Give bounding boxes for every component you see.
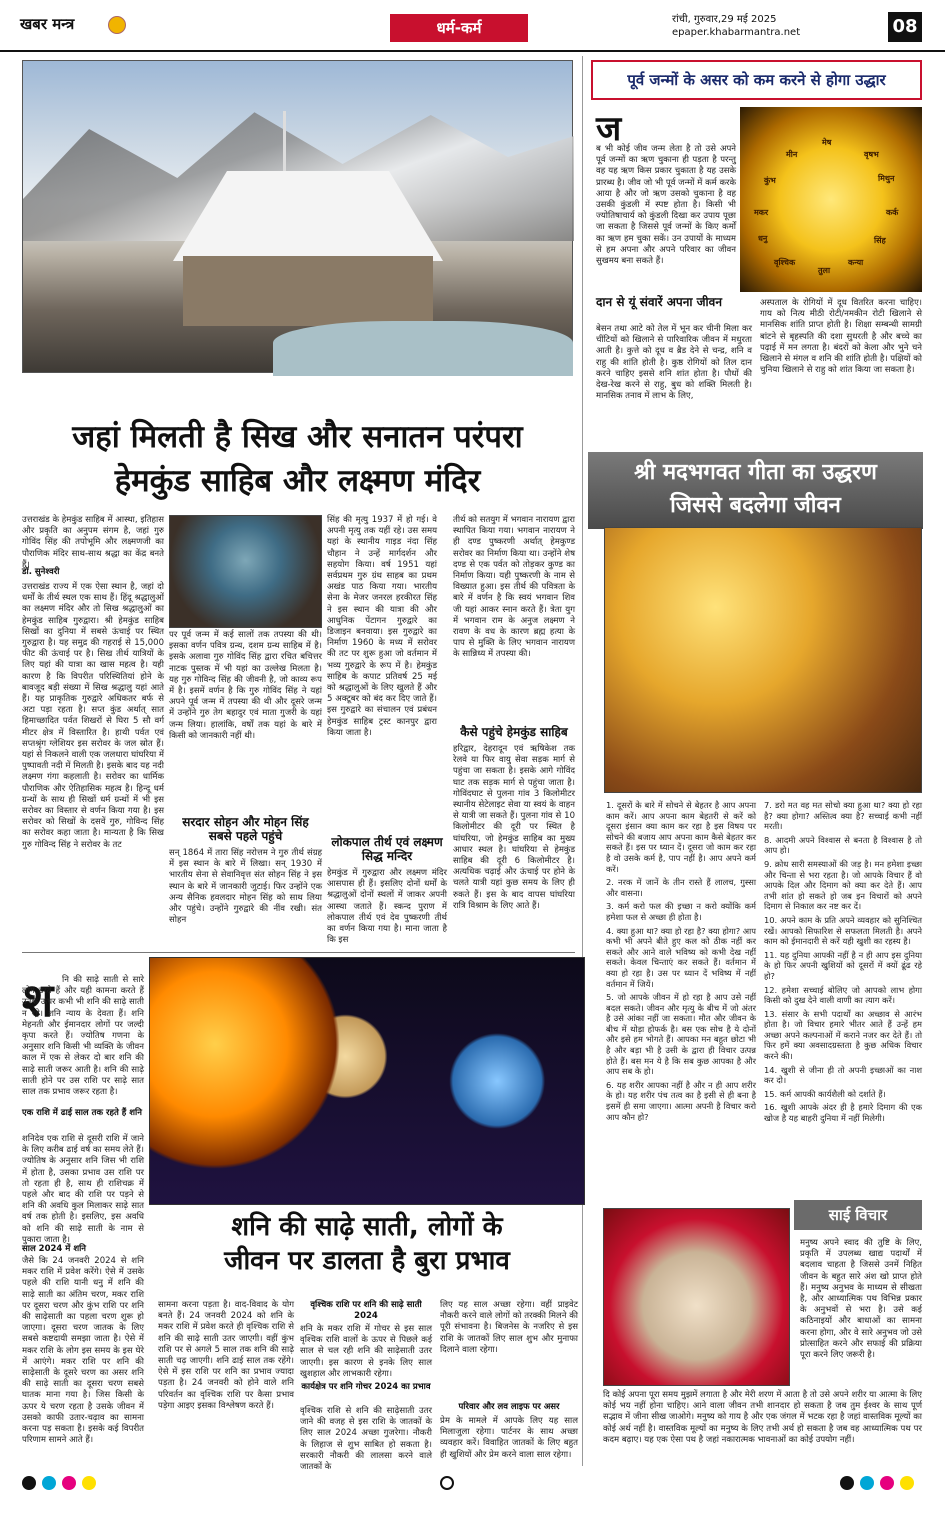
- krishna-arjun-illustration: [604, 527, 922, 793]
- zodiac-label: मिथुन: [878, 174, 895, 183]
- purva-janm-initial: ज: [596, 109, 622, 149]
- registration-dot: [860, 1476, 874, 1490]
- registration-dot: [900, 1476, 914, 1490]
- sai-baba-photo: [603, 1208, 790, 1386]
- geeta-quote: 14. खुशी से जीना ही तो अपनी इच्छाओं का नाश कर दो।: [764, 1064, 922, 1086]
- shani-sub3: वृश्चिक राशि पर शनि की साढ़े साती 2024: [310, 1300, 422, 1321]
- geeta-quote: 9. क्रोध सारी समस्याओं की जड़ है। मन हमेशा इच्छा और चिन्ता से भरा रहता है। जो आपके विचार हैं वो आपके दिल और दिमाग को क्या कर देते हैं। आप तभी शांत हो सकते हो जब इन विचारों को अपने दिमाग से निकाल कर नष्ट कर दें।: [764, 858, 922, 912]
- purva-janm-sub: दान से यूं संवारें अपना जीवन: [596, 295, 722, 309]
- sai-vichar-banner: साई विचार: [794, 1200, 922, 1230]
- shani-sub4: कार्यक्षेत्र पर शनि गोचर 2024 का प्रभाव: [301, 1382, 431, 1392]
- registration-dot: [22, 1476, 36, 1490]
- zodiac-label: मीन: [786, 150, 798, 159]
- footer-registration-marks: [0, 1470, 945, 1500]
- shani-headline-line1: शनि की साढ़े साती, लोगों के: [231, 1212, 503, 1242]
- section-divider: [22, 952, 575, 953]
- zodiac-label: वृषभ: [864, 150, 879, 159]
- geeta-quote: 16. खुशी आपके अंदर ही है हमारे दिमाग की एक खोज है यह बाहरी दुनिया में नहीं मिलेगी।: [764, 1102, 922, 1124]
- brand-logo-icon: [108, 16, 126, 34]
- shani-initial: श: [22, 973, 54, 1027]
- zodiac-label: मकर: [754, 208, 769, 217]
- crosshair-icon: [440, 1476, 454, 1490]
- shani-col3b: वृश्चिक राशि से शनि की साढ़ेसाती उतर जाने की वजह से इस राशि के जातकों के लिए साल 2024 अच्छा गुजरेगा। नौकरी के लिहाज से शुभ साबित हो सकता है। सरकारी नौकरी की लालसा करने वाले जातकों के: [300, 1406, 432, 1473]
- geeta-quote: 4. क्या हुआ था? क्या हो रहा है? क्या होगा? आप कभी भी अपने बीते हुए कल को ठीक नहीं कर सकते और आने वाले भविष्य को कभी देख नहीं सकते। केवल चिन्ताएं कर सकते हैं। वर्तमान में क्या हो रहा है। उस पर ध्यान दें भविष्य में नहीं वर्तमान में जियें।: [606, 925, 756, 989]
- registration-dot: [840, 1476, 854, 1490]
- hemkund-col2b: सन् 1864 में तारा सिंह नरोत्तम ने गुरु तीर्थ संग्रह में इस स्थान के बारे में लिखा। सन् 1930 में भारतीय सेना से सेवानिवृत्त संत सोहन सिंह ने इस स्थान के बारे में जानकारी जुटाई। फिर उन्होंने एक अन्य सैनिक हवलदार मोहन सिंह को साथ लिया और पहुंचे। उन्होंने गुरुद्वारे की नींव रखी। संत सोहन: [169, 848, 322, 926]
- masthead: [0, 0, 945, 52]
- page-number: 08: [888, 12, 922, 42]
- registration-dot: [62, 1476, 76, 1490]
- site-link[interactable]: epaper.khabarmantra.net: [672, 27, 801, 38]
- geeta-title-line2: जिससे बदलेगा जीवन: [670, 493, 841, 518]
- purva-janm-title: पूर्व जन्मों के असर को कम करने से होगा उद्धार: [591, 60, 922, 100]
- registration-dot: [880, 1476, 894, 1490]
- shani-sub5: परिवार और लव लाइफ पर असर: [458, 1402, 560, 1412]
- zodiac-label: कुंभ: [764, 176, 776, 185]
- geeta-quote: 13. संसार के सभी पदार्थों का अच्छाव से आरंभ होता है। जो विचार हमारे भीतर आते हैं उन्हें हम अच्छा अपने कल्पनाओं में कराने नजर कर देते हैं। तो फिर हमें क्या अवसादग्रस्तता है कुछ अधिक विचार करने की।: [764, 1008, 922, 1062]
- shani-col1: नि की साढ़े साती से सारे लोग डरते हैं और यही कामना करते हैं उनके ऊपर कभी भी शनि की साढ़े साती न रहे। शनि न्याय के देवता हैं। शनि मेहनती और ईमानदार लोगों पर जल्दी कृपा करते हैं। ज्योतिष गणना के अनुसार शनि किसी भी व्यक्ति के जीवन काल में एक से लेकर दो बार शनि की साढ़े साती जरूर आती है। शनि की साढ़े साती होने पर उस राशि पर साढ़े सात साल तक प्रभाव जरूर रहता है।: [22, 975, 144, 1098]
- hemkund-sub-sohan: सरदार सोहन और मोहन सिंह सबसे पहले पहुंचे: [182, 815, 309, 843]
- geeta-title: [588, 452, 923, 529]
- shani-col4: लिए यह साल अच्छा रहेगा। वहीं प्राइवेट नौकरी करने वाले लोगों को तरक्की मिलने की पूरी संभावना है। बिजनेस के नजरिए से इस राशि के जातकों लिए साल शुभ और मुनाफा दिलाने वाला रहेगा।: [440, 1300, 578, 1355]
- shani-sub2: साल 2024 में शनि: [22, 1244, 87, 1254]
- hemkund-col3b: हेमकुंड में गुरुद्वारा और लक्ष्मण मंदिर आसपास ही हैं। इसलिए दोनों धर्मों के श्रद्धालुओं दोनों स्थलों में जाकर अपनी आस्था जताते हैं। स्कन्द पुराण में लोकपाल तीर्थ एवं देव पुष्करणी तीर्थ का वर्णन किया गया है। माना जाता है कि इस: [327, 868, 447, 946]
- hemkund-sub-reach: कैसे पहुंचे हेमकुंड साहिब: [460, 725, 568, 739]
- naga-idol-photo: [169, 515, 322, 628]
- geeta-quote: 3. कर्म करो फल की इच्छा न करो क्योंकि कर्म हमेशा फल से अच्छा ही होता है।: [606, 901, 756, 922]
- zodiac-label: धनु: [758, 234, 768, 243]
- geeta-list-right: [764, 800, 922, 1190]
- shani-col1b: शनिदेव एक राशि से दूसरी राशि में जाने के लिए करीब ढाई वर्ष का समय लेते हैं। ज्योतिष के अनुसार शनि जिस भी राशि में होता है, उसका प्रभाव उस राशि पर तो रहता ही है, साथ ही राशिचक्र में पहले और बाद की राशि पर पड़ने से शनि की अवधि कुल मिलाकर साढ़े सात वर्ष तक होती है। इसलिए, इस अवधि को शनि की साढ़े साती के नाम से पुकारा जाता है।: [22, 1134, 144, 1245]
- sai-bottom-text: दि कोई अपना पूरा समय मुझमें लगाता है और मेरी शरण में आता है तो उसे अपने शरीर या आत्मा के लिए कोई भय नहीं होना चाहिए। आने वाला जीवन तभी शानदार हो सकता है जब तुम ईश्वर के साथ पूर्ण सद्भाव में जीना सीख जाओगे। मनुष्य को गाय है और एक जंगल में भटक रहा है जहां वास्तविक मूल्यों का कोई अर्थ नहीं है। वास्तविक मूल्यों का मनुष्य के लिए तभी अर्थ हो सकता है जब वह आध्यात्मिक पथ पर कदम बढ़ाए। यह एक ऐसा पथ है जहां नकारात्मक भावनाओं का कोई उपयोग नहीं।: [603, 1390, 922, 1445]
- hemkund-col2: पर पूर्व जन्म में कई सालों तक तपस्या की थी। इसका वर्णन पवित्र ग्रन्थ, दशम ग्रन्थ साहिब में है। इसके अलावा गुरु गोविंद सिंह द्वारा रचित बचित्तर नाटक पुस्तक में भी यहां का उल्लेख मिलता है। यह गुरु गोविन्द सिंह की जीवनी है, जो काव्य रूप में है। इसमें वर्णन है कि गुरु गोविंद सिंह ने यहां अपने पूर्व जन्म में तपस्या की थी और दूसरे जन्म में उन्होंने गुरु तेग बहादुर एवं माता गुजरी के यहां जन्म लिया। हालांकि, वर्षों तक यहां के बारे में किसी को जानकारी नहीं थी।: [169, 630, 322, 741]
- hemkund-headline-line2: हेमकुंड साहिब और लक्ष्मण मंदिर: [114, 463, 481, 499]
- registration-dot: [42, 1476, 56, 1490]
- geeta-quote: 10. अपने काम के प्रति अपने व्यवहार को सुनिश्चित रखें। आपको सिफारिश से सफलता मिलती है। अपने काम को ईमानदारी से करें यही खुशी का रहस्य है।: [764, 914, 922, 947]
- geeta-quote: 12. हमेशा सच्चाई बोलिए जो आपको लाभ होगा किसी को दुख देने वाली वाणी का त्याग करें।: [764, 984, 922, 1006]
- planets-illustration: [149, 957, 585, 1205]
- zodiac-label: सिंह: [874, 236, 886, 245]
- hemkund-col3: सिंह की मृत्यु 1937 में हो गई। वे अपनी मृत्यु तक यहीं रहे। उस समय यहां के स्थानीय गाइड नंदा सिंह चौहान ने उन्हें मार्गदर्शन और सहयोग किया। वर्ष 1951 यहां सर्वप्रथम गुरु ग्रंथ साहब का प्रथम अखंड पाठ किया गया। भारतीय सेना के मेजर जनरल हरकीरत सिंह ने इस स्थान की यात्रा की और आधुनिक पेंटागन गुरुद्वारे का डिजाइन बनवाया। इस गुरुद्वारे का निर्माण 1960 के मध्य में सरोवर की तट पर शुरू हुआ जो वर्तमान में भव्य गुरुद्वारे के रूप में है। हेमकुंड साहिब के कपाट प्रतिवर्ष 25 मई को श्रद्धालुओं के लिए खुलते हैं और 5 अक्टूबर को बंद कर दिए जाते हैं। इस गुरुद्वारे का संचालन एवं प्रबंधन हेमकुंड साहिब ट्रस्ट कानपुर द्वारा किया जाता है।: [327, 515, 437, 738]
- geeta-list-left: [606, 800, 756, 1190]
- hemkund-headline-line1: जहां मिलती है सिख और सनातन परंपरा: [72, 419, 523, 455]
- shani-col3: शनि के मकर राशि में गोचर से इस साल वृश्चिक राशि वालों के ऊपर से पिछले कई साल से चल रही शनि की साढ़ेसाती उतर जाएगी। इस कारण से इनके लिए साल खुशहाल और लाभकारी रहेगा।: [300, 1324, 432, 1379]
- shani-sub1: एक राशि में ढाई साल तक रहते हैं शनि: [22, 1108, 142, 1118]
- hemkund-byline: डॉ. सुनेश्वरी: [22, 567, 60, 577]
- hemkund-photo: [22, 60, 573, 373]
- shani-col2: सामना करना पड़ता है। वाद-विवाद के योग बनते हैं। 24 जनवरी 2024 को शनि के मकर राशि में प्रवेश करते ही वृश्चिक राशि से शनि की साढ़े साती उतर जाएगी। वहीं कुंभ राशि पर से अगले 5 साल तक शनि की साढ़े साती चढ़ जाएगी। शनि ढाई साल तक रहेंगे। ऐसे में इस राशि पर शनि का प्रभाव ज्यादा पड़ता है। 24 जनवरी को होने वाले शनि परिवर्तन का वृश्चिक राशि पर कैसा प्रभाव पड़ेगा आइए इसका विश्लेषण करते हैं।: [158, 1300, 294, 1411]
- brand-name: खबर मन्त्र: [20, 15, 75, 33]
- geeta-quote: 6. यह शरीर आपका नहीं है और न ही आप शरीर के हो। यह शरीर पंच तत्व का है इसी से ही बना है इसमें ही समा जाएगा। आत्मा अपनी है विचार करो आप कौन हो?: [606, 1079, 756, 1122]
- shani-headline: [149, 1210, 585, 1278]
- hemkund-intro: उत्तराखंड के हेमकुंड साहिब में आस्था, इतिहास और प्रकृति का अनुपम संगम है, जहां गुरु गोविंद सिंह की तपोभूमि और लक्ष्मणजी का पौराणिक मंदिर साथ-साथ श्रद्धा का केंद्र बनते हैं।: [22, 515, 164, 570]
- zodiac-wheel-icon: [740, 107, 922, 292]
- sai-text: मनुष्य अपने स्वाद की तुष्टि के लिए, प्रकृति में उपलब्ध खाद्य पदार्थों में बदलाव चाहता है जिससे उनमें निहित जीवन के बहुत सारे अंश खो प्राप्त होते हैं। मनुष्य अनुभव के माध्यम से सीखता है, और आध्यात्मिक पथ विभिन्न प्रकार के अनुभवों से भरा है। उसे कई कठिनाइयों और बाधाओं का सामना करना होगा, और वे सारे अनुभव जो उसे प्रोत्साहित करने और सफाई की प्रक्रिया पूरा करने लिए जरूरी है।: [800, 1238, 922, 1361]
- geeta-quote: 1. दूसरों के बारे में सोचने से बेहतर है आप अपना काम करें। आप अपना काम बेहतरी से करें को दूसरा इंसान क्या काम कर रहा है इस विषय पर सोचने की बजाय आप अपना काम कैसे बेहतर कर सकते हैं। इस पर ध्यान दें। दूसरा जो काम कर रहा है वो उसके कर्म है, पाप नहीं है। आप अपने कर्म करें।: [606, 800, 756, 874]
- purva-janm-text: ब भी कोई जीव जन्म लेता है तो उसे अपने पूर्व जन्मों का ऋण चुकाना ही पड़ता है परन्तु वह यह ऋण किस प्रकार चुकाता है यह उसके प्रारब्ध है। जीव जो भी पूर्व जन्मों में कर्म करके आया है और जो ऋण उसको चुकाना है वह उसकी कुंडली में स्पष्ट होता है। किसी भी ज्योतिषाचार्य को कुंडली दिखा कर उपाय पूछा जा सकता है जिससे पूर्व जन्मों के किए कर्मों का ऋण हम चुका सकें। उन उपायों के माध्यम से हम अपना और अपने परिवार का जीवन सुखमय बना सकते हैं।: [596, 144, 736, 267]
- hemkund-col4: तीर्थ को सतयुग में भगवान नारायण द्वारा स्थापित किया गया। भगवान नारायण ने ही दण्ड पुष्करणी अर्थात् हेमकुण्ड सरोवर का निर्माण किया था। उन्होंने शेष दण्ड से एक पर्वत को तोड़कर कुण्ड का निर्माण किया। यही पुष्करणी के नाम से विख्यात हुआ। इस तीर्थ की पवित्रता के बारे में वर्णन है कि स्वयं भगवान शिव जी यहां आकर स्नान करते हैं। त्रेता युग में भगवान राम के अनुज लक्ष्मण ने रावण के वध के कारण ब्रह्म हत्या के पाप से मुक्ति के लिए भगवान नारायण के सान्निध्य में तपस्या की।: [453, 515, 575, 660]
- registration-dot: [82, 1476, 96, 1490]
- purva-janm-text3: अस्पताल के रोगियों में दूध वितरित करना चाहिए। गाय को नित्य मीठी रोटी/नमकीन रोटी खिलाने से मानसिक शांति प्राप्त होती है। शिक्षा सम्बन्धी सामग्री बांटने से बृहस्पति की दशा सुधरती है और बच्चे का पढ़ाई में मन लगता है। बंदरों को केला और भुने चने खिलाने से मंगल व शनि की शांति होती है। पक्षियों को चुनिया खिलाने से राहु को शांत किया जा सकता है।: [760, 298, 922, 376]
- geeta-quote: 15. कर्म आपकी कार्यशैली को दर्शाते हैं।: [764, 1088, 886, 1099]
- geeta-quote: 8. आदमी अपने विश्वास से बनता है विश्वास है तो आप हो।: [764, 834, 922, 856]
- geeta-quote: 7. डरो मत वह मत सोचो क्या हुआ था? क्या हो रहा है? क्या होगा? अस्तित्व क्या है? सच्चाई कभी नहीं मरती।: [764, 800, 922, 832]
- geeta-quote: 11. यह दुनिया आपकी नहीं है न ही आप इस दुनिया के हो फिर अपनी खुशियों को दूसरों में क्यों ढूंढ रहे हो?: [764, 949, 922, 981]
- hemkund-col4b: हरिद्वार, देहरादून एवं ऋषिकेश तक रेलवे या फिर वायु सेवा सड़क मार्ग से पहुंचा जा सकता है। इसके आगे गोविंद घाट तक सड़क मार्ग से पहुंचा जाता है। गोविंदघाट से पुलना गांव 3 किलोमीटर स्थानीय सेटेलाइट सेवा या स्वयं के वाहन से यात्री जा सकते हैं। पुलना गांव से 10 किलोमीटर की दूरी पर स्थित है घांघरिया, जो हेमकुंड साहिब का मुख्य आधार स्थल है। घांघरिया से हेमकुंड साहिब की दूरी 6 किलोमीटर है। अत्यधिक चढ़ाई और ऊंचाई पर होने के चलते यात्री यहां कुछ समय के लिए ही रुकते हैं। इस के बाद वापस घांघरिया रात्रि विश्राम के लिए आते हैं।: [453, 744, 575, 911]
- zodiac-label: कर्क: [886, 208, 899, 217]
- purva-janm-text-top: [626, 110, 736, 144]
- zodiac-label: मेष: [822, 138, 832, 147]
- hemkund-col1: उत्तराखंड राज्य में एक ऐसा स्थान है, जहां दो धर्मों के तीर्थ स्थल एक साथ हैं। हिंदू श्रद्धालुओं का लक्ष्मण मंदिर और तो सिख श्रद्धालुओं का हेमकुंड साहिब गुरुद्वारा। श्री हेमकुंड साहिब सिखों का दुनिया में सबसे ऊंचाई पर स्थित गुरुद्वारा है। यह समुद्र की गहराई से 15,000 फीट की ऊंचाई पर है। सिख तीर्थ यात्रियों के लिए यहां की यात्रा का खास महत्व है। यही कारण है कि विपरीत परिस्थितियां होने के बावजूद बड़ी संख्या में सिख श्रद्धालु यहां आते हैं। यह प्राकृतिक गुरुद्वारे अधिकतर बर्फ से अटा पड़ा रहता है। सप्त कुंड अर्थात् सात हिमाच्छादित पर्वत शिखरों से घिरा 5 सौ वर्ग मीटर क्षेत्र में विस्तारित है। हाथी पर्वत एवं सप्तश्रृंग ग्लेशियर इस सरोवर के जल स्रोत हैं। यहां से निकलने वाली एक जलधारा घांघरिया में पुष्पावती नदी में मिलती है। इसके बाद यह नदी लक्ष्मण गंगा कहलाती है। सरोवर का धार्मिक पौराणिक और ऐतिहासिक महत्व है। हिन्दू धर्म ग्रन्थों के साथ ही सिखों धर्म ग्रन्थों में भी इस सरोवर का विस्तार से वर्णन किया गया है। इस सरोवर को सिखों के दसवें गुरु, गोविन्द सिंह का सरोवर कहा जाता है। मान्यता है कि सिख गुरु गोविन्द सिंह ने सरोवर के तट: [22, 582, 164, 850]
- hemkund-headline: [22, 415, 573, 503]
- geeta-title-line1: श्री मदभगवत गीता का उद्धरण: [634, 460, 877, 485]
- shani-headline-line2: जीवन पर डालता है बुरा प्रभाव: [224, 1246, 510, 1276]
- dateline: [672, 13, 800, 39]
- purva-janm-text2: बेसन तथा आटे को तेल में भून कर चीनी मिला कर चींटियों को खिलाने से पारिवारिक जीवन में मधुरता आती है। कुत्ते को दूध व ब्रैड देने से चन्द्र, शनि व राहु की शांति होती है। कुष्ठ रोगियों को तिल दान करने चाहिए इससे शनि शांत होता है। पौधों की देख-रेख करने से राहु, बुध को शक्ति मिलती है। मानसिक तनाव में लाभ के लिए,: [596, 324, 752, 402]
- zodiac-label: कन्या: [848, 258, 864, 267]
- issue-date: रांची, गुरुवार,29 मई 2025: [672, 14, 777, 25]
- zodiac-label: तुला: [818, 266, 831, 275]
- geeta-quote: 2. नरक में जानें के तीन रास्ते हैं लालच, गुस्सा और वासना।: [606, 877, 756, 898]
- section-tag: धर्म-कर्म: [390, 14, 528, 42]
- zodiac-label: वृश्चिक: [774, 258, 796, 267]
- hemkund-sub-lokpal: लोकपाल तीर्थ एवं लक्ष्मण सिद्ध मन्दिर: [331, 835, 443, 863]
- shani-col1c: जैसे कि 24 जनवरी 2024 से शनि मकर राशि में प्रवेश करेंगे। ऐसे में उसके पहले की राशि यानी धनु में शनि की साढ़े साती का अंतिम चरण, मकर राशि पर दूसरा चरण और कुंभ राशि पर शनि की साढ़ेसाती का पहला चरण शुरू हो जाएगा। दूसरा चरण जातक के लिए सबसे कष्टदायी समझा जाता है। ऐसे में मकर राशि के लोग इस समय के इस घेरे में आएंगे। मकर राशि पर शनि की साढ़ेसाती के दूसरे चरण का असर शनि की साढ़े साती का दूसरा चरण सबसे घातक माना गया है। जिस किसी के ऊपर ये चरण रहता है उसके जीवन में उसको काफी उतार-चढ़ाव का सामना करना पड़ सकता है। इसके कई विपरीत परिणाम सामने आते हैं।: [22, 1256, 144, 1446]
- geeta-quote: 5. जो आपके जीवन में हो रहा है आप उसे नहीं बदल सकते। जीवन और मृत्यु के बीच में जो अंतर है उसे आंका नहीं जा सकता। मौत और जीवन के बीच में थोड़ा होफर्क है। बस एक सोच है ये दोनों और इसे हम भोगते हैं। आपका मन बहुत छोटा भी है और बड़ा भी है उसी के द्वारा ही विचार उत्पन्न होते हैं। बस मन ये है कि सब कुछ आपका है और आप सब के हो।: [606, 992, 756, 1077]
- shani-col4b: प्रेम के मामले में आपके लिए यह साल मिलाजुला रहेगा। पार्टनर के साथ अच्छा व्यवहार करें। विवाहित जातकों के लिए बहुत ही खुशियों और प्रेम करने वाला साल रहेगा।: [440, 1416, 578, 1460]
